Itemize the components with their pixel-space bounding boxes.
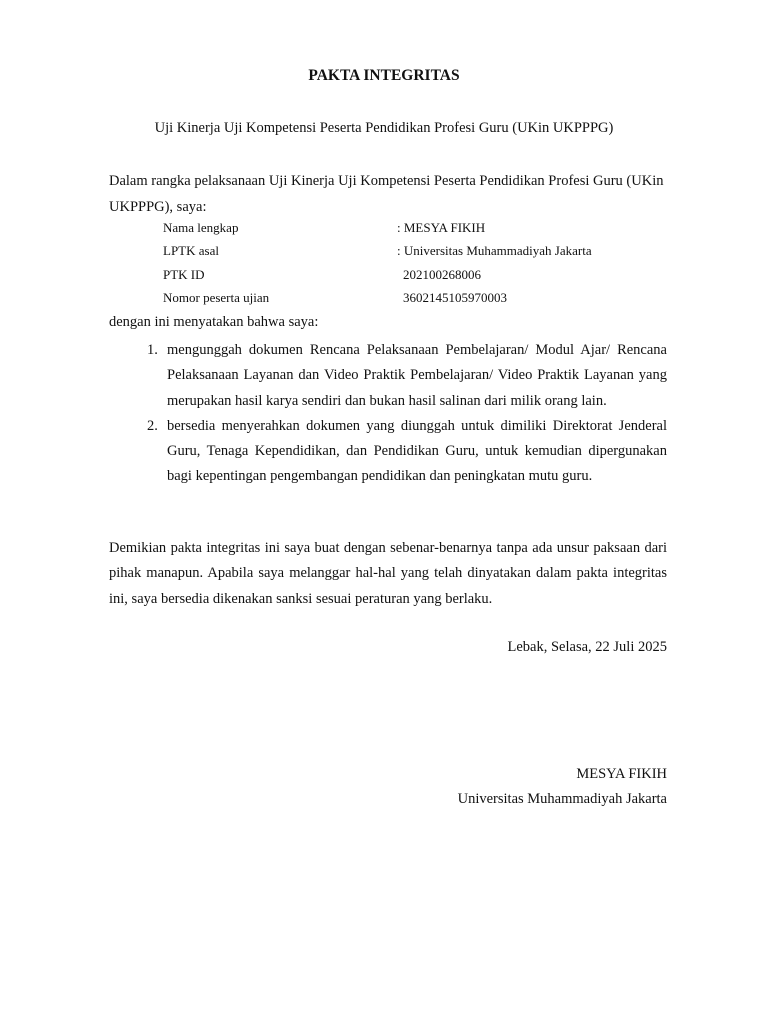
- document-subtitle: Uji Kinerja Uji Kompetensi Peserta Pendidikan Profesi Guru (UKin UKPPPG): [154, 120, 614, 136]
- signatory-name: MESYA FIKIH: [576, 766, 667, 782]
- list-item: [109, 338, 667, 414]
- list-item-text: mengunggah dokumen Rencana Pelaksanaan Pembelajaran/ Modul Ajar/ Rencana Pelaksanaan Layanan dan Video Praktik Pembelajaran/ Video Praktik Layanan yang merupakan hasil karya sendiri dan bukan hasil salinan dari milik orang lain.: [167, 342, 667, 409]
- document-title: PAKTA INTEGRITAS: [308, 67, 460, 84]
- field-label-ptk-id: PTK ID: [163, 266, 205, 282]
- field-label-nomor-peserta: Nomor peserta ujian: [163, 289, 270, 305]
- list-item-text: bersedia menyerahkan dokumen yang diunggah untuk dimiliki Direktorat Jenderal Guru, Tenaga Kependidikan, dan Pendidikan Guru, untuk kemudian dipergunakan bagi kepentingan pengembangan pendidikan dan peningkatan mutu guru.: [167, 417, 667, 485]
- list-item: [109, 414, 667, 490]
- statement-list: [109, 338, 667, 490]
- field-value-lptk: : Universitas Muhammadiyah Jakarta: [397, 243, 592, 259]
- field-label-nama: Nama lengkap: [163, 220, 239, 235]
- signatory-institution: Universitas Muhammadiyah Jakarta: [457, 791, 667, 807]
- field-value-nomor-peserta: 3602145105970003: [403, 289, 507, 305]
- intro-paragraph: Dalam rangka pelaksanaan Uji Kinerja Uji Kompetensi Peserta Pendidikan Profesi Guru (UKin UKPPPG), saya:: [109, 173, 664, 215]
- list-item-number: 1.: [147, 342, 158, 358]
- closing-paragraph: Demikian pakta integritas ini saya buat dengan sebenar-benarnya tanpa ada unsur paksaan dari pihak manapun. Apabila saya melanggar hal-hal yang telah dinyatakan dalam pakta integritas ini, saya bersedia dikenakan sanksi sesuai peraturan yang berlaku.: [109, 540, 667, 607]
- statement-paragraph: dengan ini menyatakan bahwa saya:: [109, 314, 319, 330]
- field-value-nama: : MESYA FIKIH: [397, 220, 486, 235]
- field-value-ptk-id: 202100268006: [403, 266, 481, 282]
- place-date: Lebak, Selasa, 22 Juli 2025: [507, 639, 667, 655]
- field-label-lptk: LPTK asal: [163, 243, 219, 259]
- list-item-number: 2.: [147, 417, 158, 434]
